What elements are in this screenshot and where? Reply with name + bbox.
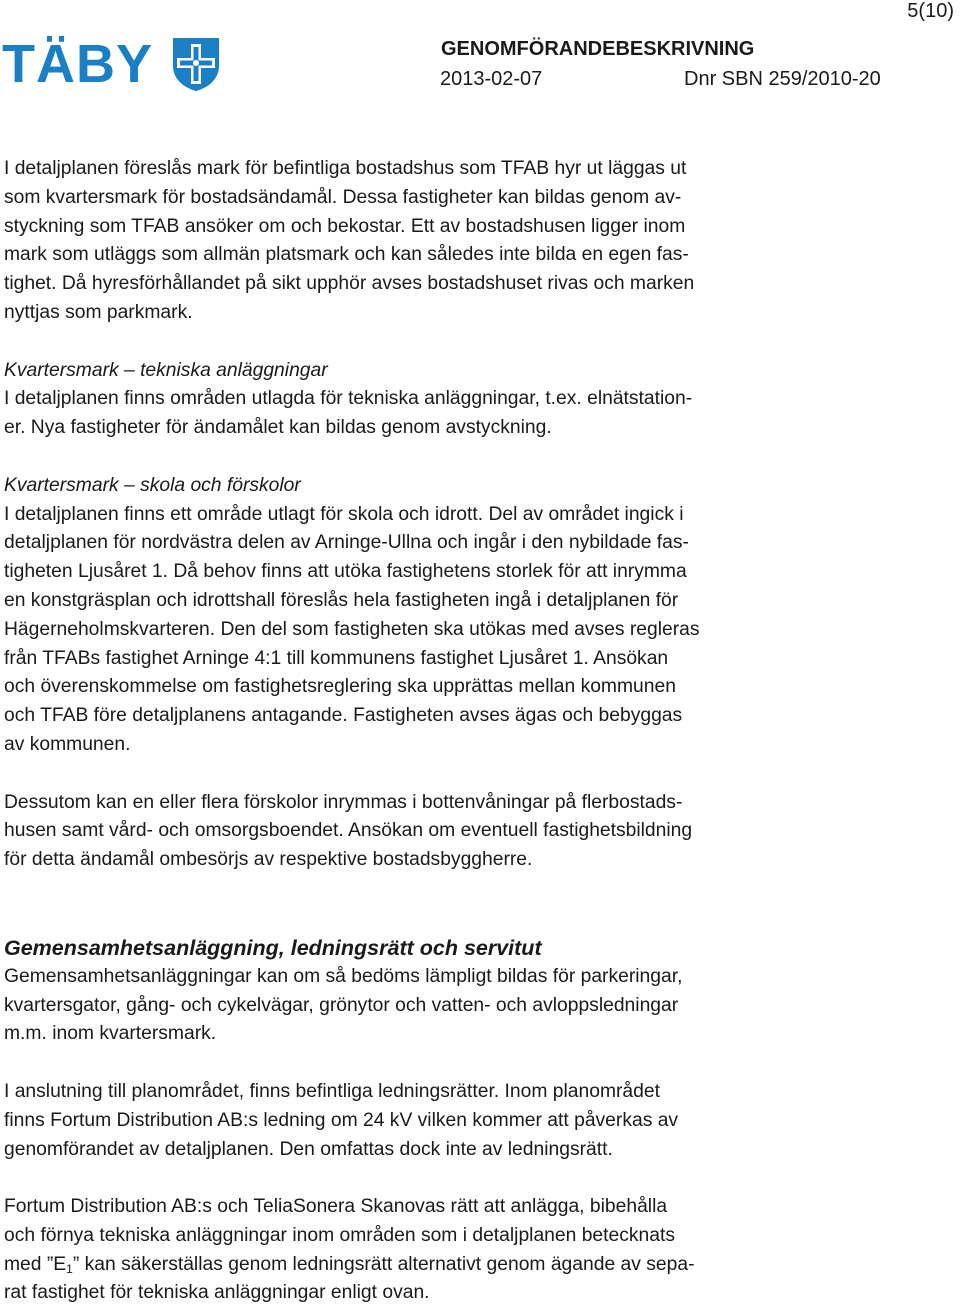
paragraph-tekniska: I detaljplanen finns områden utlagda för tekniska anläggningar, t.ex. elnätstation- er. Nya fastigheter för ändamålet kan bildas genom avstyckning. bbox=[4, 388, 693, 439]
paragraph-skola: I detaljplanen finns ett område utlagt för skola och idrott. Del av området ingick i detaljplanen för nordvästra delen av Arninge-Ullna och ingår i den nybildade fas- tigheten Ljusåret 1. Då behov finns att utöka fastighetens storlek för att inrymma en konstgräsplan och idrottshall föreslås hela fastigheten ingå i detaljplanen för Hägerneholmskvarteren. Den del som fastigheten ska utökas med avses regleras från TFABs fastighet Arninge 4:1 till kommunens fastighet Ljusåret 1. Ansökan och överenskommelse om fastighetsreglering ska upprättas mellan kommunen och TFAB före detaljplanens antagande. Fastigheten avses ägas och bebyggas av kommunen. bbox=[4, 503, 700, 755]
taby-logo bbox=[2, 36, 221, 92]
subscript-1: 1 bbox=[66, 1261, 73, 1276]
section-title-gemensamhetsanlaggning: Gemensamhetsanläggning, ledningsrätt och servitut bbox=[4, 935, 542, 960]
heading-skola-forskolor: Kvartersmark – skola och förskolor bbox=[4, 474, 301, 496]
paragraph-bostadshus: I detaljplanen föreslås mark för befintliga bostadshus som TFAB hyr ut läggas ut som kvartersmark för bostadsändamål. Dessa fastigheter kan bildas genom av- styckning som TFAB ansöker om och bekostar. Ett av bostadshusen ligger inom mark som utläggs som allmän platsmark och kan således inte bilda en egen fas- tighet. Då hyresförhållandet på sikt upphör avses bostadshuset rivas och marken nyttjas som parkmark. bbox=[4, 158, 695, 323]
document-title: GENOMFÖRANDEBESKRIVNING bbox=[441, 38, 755, 60]
heading-tekniska-anlaggningar: Kvartersmark – tekniska anläggningar bbox=[4, 359, 328, 381]
document-body bbox=[4, 155, 789, 1308]
page-number: 5(10) bbox=[907, 0, 954, 22]
paragraph-forskolor: Dessutom kan en eller flera förskolor inrymmas i bottenvåningar på flerbostads- husen samt vård- och omsorgsboendet. Ansökan om eventuell fastighetsbildning för detta ändamål ombesörjs av respektive bostadsbyggherre. bbox=[4, 791, 693, 871]
paragraph-fortum: Fortum Distribution AB:s och TeliaSonera Skanovas rätt att anlägga, bibehålla och förnya tekniska anläggningar inom områden som i detaljplanen betecknats med $”E_1$” kan säkerställas genom ledningsrätt alternativt genom ägande av sepa- rat fastighet för tekniska anläggningar enligt ovan. bbox=[4, 1196, 695, 1304]
document-dnr: Dnr SBN 259/2010-20 bbox=[684, 68, 881, 90]
paragraph-gemensamhet: Gemensamhetsanläggningar kan om så bedöms lämpligt bildas för parkeringar, kvartersgator, gång- och cykelvägar, grönytor och vatten- och avloppsledningar m.m. inom kvartersmark. bbox=[4, 965, 683, 1045]
paragraph-ledningsratt: I anslutning till planområdet, finns befintliga ledningsrätter. Inom planområdet finns Fortum Distribution AB:s ledning om 24 kV vilken kommer att påverkas av genomförandet av detaljplanen. Den omfattas dock inte av ledningsrätt. bbox=[4, 1080, 679, 1160]
shield-cross-icon bbox=[171, 36, 221, 92]
document-date: 2013-02-07 bbox=[440, 68, 543, 90]
logo-text: TÄBY bbox=[2, 34, 153, 94]
